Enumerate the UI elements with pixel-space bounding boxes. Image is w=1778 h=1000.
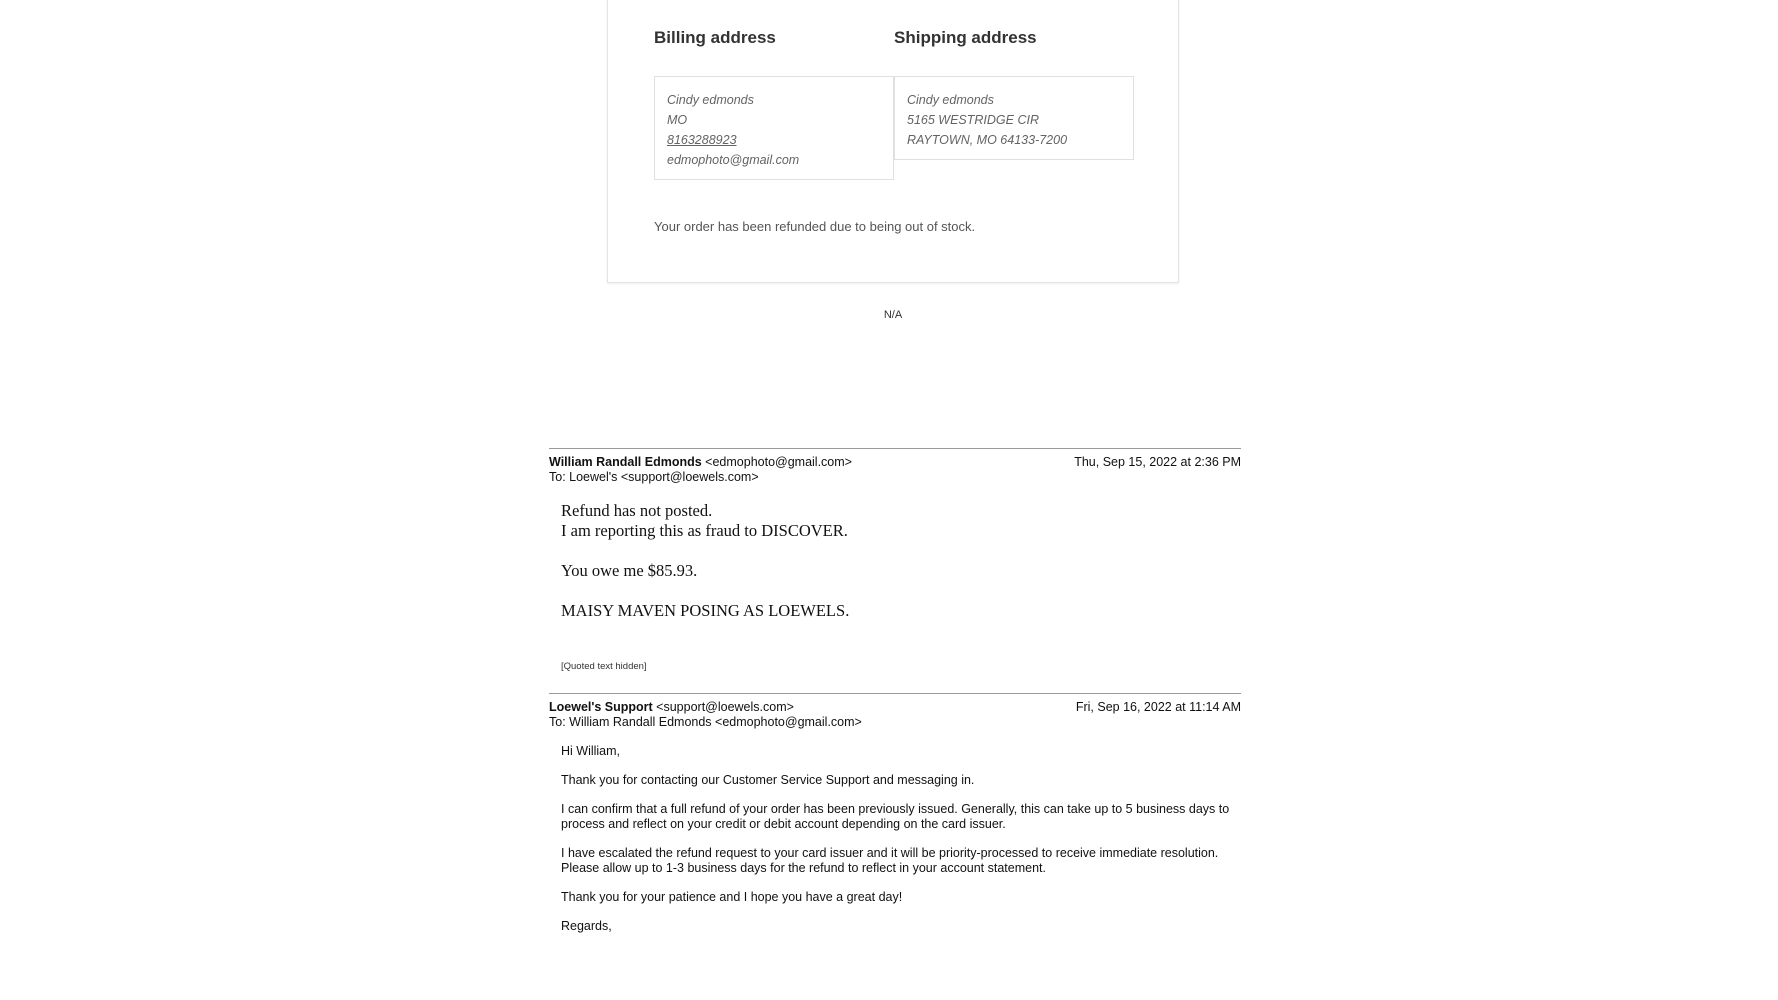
order-summary-card: [607, 0, 1179, 283]
message-date: Fri, Sep 16, 2022 at 11:14 AM: [1075, 700, 1241, 714]
recipient-line: To: William Randall Edmonds <edmophoto@gmail.com>: [549, 715, 862, 729]
message-body: [561, 501, 1241, 621]
recipient-line: To: Loewel's <support@loewels.com>: [549, 470, 759, 484]
billing-state: MO: [667, 113, 688, 127]
message-date: Thu, Sep 15, 2022 at 2:36 PM: [1074, 455, 1241, 469]
sender-name: Loewel's Support: [549, 700, 653, 714]
body-paragraph: Thank you for contacting our Customer Service Support and messaging in.: [561, 773, 975, 787]
shipping-address-box: [894, 76, 1134, 160]
email-message: [549, 693, 1241, 948]
body-paragraph: I can confirm that a full refund of your order has been previously issued. Generally, this can take up to 5 business days to process and reflect on your credit or debit account depending on the card issuer.: [561, 802, 1230, 831]
billing-name: Cindy edmonds: [667, 93, 754, 107]
body-line: You owe me $85.93.: [561, 561, 698, 580]
sender-name: William Randall Edmonds: [549, 455, 702, 469]
message-header: [549, 449, 1241, 485]
billing-address-heading: Billing address: [654, 28, 776, 47]
body-paragraph: Regards,: [561, 919, 612, 933]
sender-email: <support@loewels.com>: [656, 700, 794, 714]
message-body: [561, 744, 1241, 934]
quoted-text-toggle[interactable]: [Quoted text hidden]: [561, 661, 647, 672]
body-paragraph: Thank you for your patience and I hope you have a great day!: [561, 890, 903, 904]
refund-note: Your order has been refunded due to being out of stock.: [654, 219, 976, 234]
shipping-city: RAYTOWN, MO 64133-7200: [907, 133, 1068, 147]
billing-address-box: [654, 76, 894, 180]
body-paragraph: Hi William,: [561, 744, 621, 758]
shipping-street: 5165 WESTRIDGE CIR: [907, 113, 1039, 127]
body-line: I am reporting this as fraud to DISCOVER.: [561, 521, 848, 540]
shipping-name: Cindy edmonds: [907, 93, 994, 107]
body-line: Refund has not posted.: [561, 501, 713, 520]
email-message: [549, 448, 1241, 672]
body-paragraph: I have escalated the refund request to your card issuer and it will be priority-processed to receive immediate resolution. Please allow up to 1-3 business days for the refund to reflect in your account statement.: [561, 846, 1219, 875]
billing-phone-link[interactable]: 8163288923: [667, 133, 737, 147]
billing-email: edmophoto@gmail.com: [667, 153, 800, 167]
shipping-address-heading: Shipping address: [894, 28, 1037, 47]
sender-email: <edmophoto@gmail.com>: [705, 455, 852, 469]
message-header: [549, 694, 1241, 730]
email-footer-text: N/A: [883, 309, 903, 321]
body-line: MAISY MAVEN POSING AS LOEWELS.: [561, 601, 850, 620]
